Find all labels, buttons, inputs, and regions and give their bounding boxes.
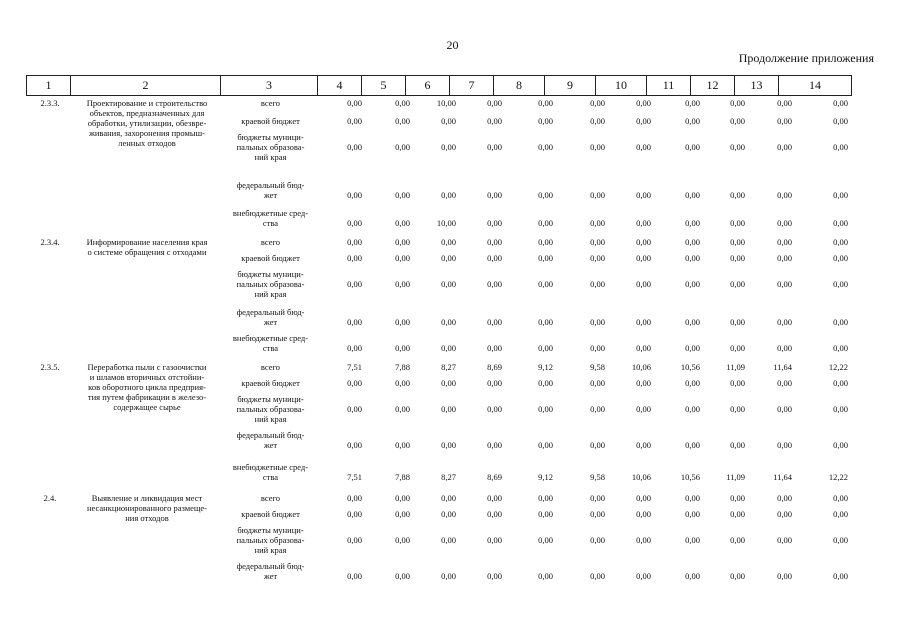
- funding-source: краевой бюджет: [241, 116, 300, 126]
- value-cell: 0,00: [538, 535, 553, 545]
- value-cell: 0,00: [590, 509, 605, 519]
- value-cell: 0,00: [347, 279, 362, 289]
- value-cell: 0,00: [685, 253, 700, 263]
- value-cell: 0,00: [685, 142, 700, 152]
- value-cell: 0,00: [590, 440, 605, 450]
- value-cell: 0,00: [487, 493, 502, 503]
- value-cell: 0,00: [636, 404, 651, 414]
- value-cell: 0,00: [590, 279, 605, 289]
- value-cell: 0,00: [636, 98, 651, 108]
- header-cell: 1: [27, 76, 71, 96]
- value-cell: 0,00: [347, 317, 362, 327]
- value-cell: 0,00: [777, 493, 792, 503]
- value-cell: 10,00: [436, 218, 456, 228]
- value-cell: 0,00: [347, 343, 362, 353]
- value-cell: 0,00: [441, 317, 456, 327]
- value-cell: 0,00: [441, 253, 456, 263]
- value-cell: 0,00: [685, 237, 700, 247]
- value-cell: 0,00: [685, 404, 700, 414]
- value-cell: 0,00: [590, 190, 605, 200]
- value-cell: 0,00: [777, 378, 792, 388]
- value-cell: 0,00: [347, 116, 362, 126]
- value-cell: 0,00: [777, 440, 792, 450]
- funding-source: бюджеты муници- пальных образова- ний края: [236, 269, 305, 299]
- value-cell: 7,88: [395, 472, 410, 482]
- value-cell: 0,00: [833, 253, 848, 263]
- value-cell: 0,00: [395, 509, 410, 519]
- value-cell: 0,00: [730, 116, 745, 126]
- value-cell: 0,00: [538, 116, 553, 126]
- value-cell: 0,00: [590, 317, 605, 327]
- funding-source: краевой бюджет: [241, 378, 300, 388]
- header-cell: 3: [221, 76, 318, 96]
- value-cell: 0,00: [777, 571, 792, 581]
- value-cell: 0,00: [487, 343, 502, 353]
- funding-source: внебюджетные сред- ства: [232, 208, 309, 228]
- value-cell: 0,00: [487, 571, 502, 581]
- value-cell: 0,00: [777, 509, 792, 519]
- value-cell: 7,51: [347, 362, 362, 372]
- row-code: 2.3.5.: [40, 362, 60, 372]
- value-cell: 0,00: [833, 535, 848, 545]
- value-cell: 0,00: [487, 378, 502, 388]
- value-cell: 0,00: [636, 190, 651, 200]
- header-cell: 14: [779, 76, 852, 96]
- value-cell: 0,00: [685, 440, 700, 450]
- funding-source: всего: [260, 237, 281, 247]
- value-cell: 0,00: [730, 253, 745, 263]
- value-cell: 0,00: [590, 237, 605, 247]
- value-cell: 0,00: [777, 404, 792, 414]
- value-cell: 10,56: [680, 362, 700, 372]
- funding-source: внебюджетные сред- ства: [232, 333, 309, 353]
- value-cell: 12,22: [828, 472, 848, 482]
- funding-source: федеральный бюд- жет: [236, 561, 305, 581]
- funding-source: всего: [260, 98, 281, 108]
- value-cell: 0,00: [487, 98, 502, 108]
- value-cell: 0,00: [347, 98, 362, 108]
- value-cell: 0,00: [395, 535, 410, 545]
- value-cell: 0,00: [590, 116, 605, 126]
- header-cell: 8: [494, 76, 545, 96]
- value-cell: 0,00: [395, 98, 410, 108]
- value-cell: 0,00: [636, 237, 651, 247]
- value-cell: 8,27: [441, 472, 456, 482]
- value-cell: 0,00: [487, 190, 502, 200]
- header-cell: 7: [450, 76, 494, 96]
- value-cell: 11,09: [726, 472, 745, 482]
- value-cell: 8,69: [487, 472, 502, 482]
- value-cell: 8,27: [441, 362, 456, 372]
- value-cell: 0,00: [538, 317, 553, 327]
- table-header: [26, 75, 852, 96]
- row-name: Информирование населения края о системе обращения с отходами: [86, 237, 208, 257]
- header-cell: 2: [71, 76, 221, 96]
- value-cell: 0,00: [441, 116, 456, 126]
- value-cell: 0,00: [395, 237, 410, 247]
- value-cell: 7,88: [395, 362, 410, 372]
- row-name: Выявление и ликвидация мест несанкционированного размеще- ния отходов: [86, 493, 208, 523]
- value-cell: 0,00: [395, 190, 410, 200]
- value-cell: 0,00: [395, 343, 410, 353]
- value-cell: 0,00: [685, 343, 700, 353]
- value-cell: 0,00: [685, 509, 700, 519]
- value-cell: 9,58: [590, 362, 605, 372]
- value-cell: 0,00: [833, 218, 848, 228]
- funding-source: бюджеты муници- пальных образова- ний края: [236, 132, 305, 162]
- value-cell: 0,00: [685, 493, 700, 503]
- value-cell: 0,00: [685, 317, 700, 327]
- funding-source: бюджеты муници- пальных образова- ний края: [236, 525, 305, 555]
- value-cell: 0,00: [730, 142, 745, 152]
- value-cell: 0,00: [590, 142, 605, 152]
- value-cell: 0,00: [395, 279, 410, 289]
- funding-source: краевой бюджет: [241, 253, 300, 263]
- value-cell: 0,00: [487, 237, 502, 247]
- value-cell: 0,00: [833, 440, 848, 450]
- header-cell: 4: [318, 76, 362, 96]
- value-cell: 0,00: [636, 509, 651, 519]
- value-cell: 0,00: [347, 190, 362, 200]
- row-code: 2.4.: [43, 493, 57, 503]
- value-cell: 0,00: [730, 378, 745, 388]
- value-cell: 0,00: [538, 142, 553, 152]
- value-cell: 0,00: [636, 343, 651, 353]
- value-cell: 0,00: [636, 571, 651, 581]
- value-cell: 0,00: [636, 493, 651, 503]
- value-cell: 0,00: [487, 218, 502, 228]
- value-cell: 0,00: [590, 404, 605, 414]
- header-cell: 11: [647, 76, 691, 96]
- value-cell: 0,00: [347, 237, 362, 247]
- header-cell: 6: [406, 76, 450, 96]
- value-cell: 0,00: [441, 378, 456, 388]
- value-cell: 0,00: [777, 343, 792, 353]
- value-cell: 0,00: [538, 190, 553, 200]
- value-cell: 0,00: [730, 509, 745, 519]
- value-cell: 0,00: [777, 253, 792, 263]
- value-cell: 0,00: [636, 378, 651, 388]
- value-cell: 0,00: [441, 404, 456, 414]
- value-cell: 10,06: [631, 472, 651, 482]
- value-cell: 0,00: [730, 218, 745, 228]
- value-cell: 0,00: [441, 493, 456, 503]
- value-cell: 10,06: [631, 362, 651, 372]
- value-cell: 0,00: [395, 493, 410, 503]
- value-cell: 0,00: [636, 279, 651, 289]
- value-cell: 0,00: [347, 378, 362, 388]
- value-cell: 0,00: [685, 98, 700, 108]
- value-cell: 0,00: [395, 218, 410, 228]
- header-cell: 9: [545, 76, 596, 96]
- value-cell: 9,12: [538, 472, 553, 482]
- funding-source: всего: [260, 362, 281, 372]
- value-cell: 0,00: [487, 116, 502, 126]
- value-cell: 0,00: [538, 279, 553, 289]
- value-cell: 0,00: [538, 493, 553, 503]
- value-cell: 0,00: [685, 535, 700, 545]
- value-cell: 0,00: [636, 218, 651, 228]
- value-cell: 0,00: [730, 279, 745, 289]
- value-cell: 0,00: [487, 509, 502, 519]
- value-cell: 0,00: [730, 535, 745, 545]
- value-cell: 0,00: [441, 142, 456, 152]
- value-cell: 0,00: [441, 509, 456, 519]
- value-cell: 0,00: [730, 571, 745, 581]
- value-cell: 0,00: [395, 116, 410, 126]
- value-cell: 0,00: [538, 343, 553, 353]
- value-cell: 0,00: [777, 535, 792, 545]
- value-cell: 0,00: [636, 535, 651, 545]
- value-cell: 0,00: [538, 440, 553, 450]
- value-cell: 0,00: [777, 317, 792, 327]
- value-cell: 9,58: [590, 472, 605, 482]
- value-cell: 0,00: [347, 493, 362, 503]
- funding-source: внебюджетные сред- ства: [232, 462, 309, 482]
- value-cell: 0,00: [685, 218, 700, 228]
- value-cell: 0,00: [685, 116, 700, 126]
- value-cell: 0,00: [777, 279, 792, 289]
- value-cell: 0,00: [833, 509, 848, 519]
- value-cell: 0,00: [833, 343, 848, 353]
- value-cell: 0,00: [395, 317, 410, 327]
- value-cell: 0,00: [441, 190, 456, 200]
- value-cell: 0,00: [395, 253, 410, 263]
- value-cell: 0,00: [833, 571, 848, 581]
- value-cell: 0,00: [538, 98, 553, 108]
- value-cell: 0,00: [590, 343, 605, 353]
- value-cell: 0,00: [441, 571, 456, 581]
- value-cell: 0,00: [833, 116, 848, 126]
- value-cell: 0,00: [636, 142, 651, 152]
- value-cell: 0,00: [347, 218, 362, 228]
- value-cell: 0,00: [777, 237, 792, 247]
- funding-source: федеральный бюд- жет: [236, 430, 305, 450]
- header-cell: 13: [735, 76, 779, 96]
- value-cell: 0,00: [833, 378, 848, 388]
- value-cell: 0,00: [590, 218, 605, 228]
- value-cell: 11,64: [773, 472, 792, 482]
- value-cell: 0,00: [833, 279, 848, 289]
- value-cell: 0,00: [538, 218, 553, 228]
- value-cell: 0,00: [730, 404, 745, 414]
- value-cell: 0,00: [636, 317, 651, 327]
- value-cell: 0,00: [833, 404, 848, 414]
- value-cell: 0,00: [347, 571, 362, 581]
- funding-source: всего: [260, 493, 281, 503]
- value-cell: 0,00: [487, 440, 502, 450]
- value-cell: 0,00: [441, 237, 456, 247]
- value-cell: 0,00: [777, 218, 792, 228]
- value-cell: 10,00: [436, 98, 456, 108]
- value-cell: 0,00: [487, 279, 502, 289]
- value-cell: 0,00: [487, 317, 502, 327]
- value-cell: 0,00: [730, 440, 745, 450]
- value-cell: 0,00: [538, 253, 553, 263]
- row-name: Проектирование и строительство объектов, предназначенных для обработки, утилизации, обезвре- живания, захоронения промыш- ленных отходов: [86, 98, 208, 148]
- value-cell: 0,00: [538, 378, 553, 388]
- value-cell: 0,00: [590, 98, 605, 108]
- funding-source: бюджеты муници- пальных образова- ний края: [236, 394, 305, 424]
- value-cell: 11,64: [773, 362, 792, 372]
- value-cell: 0,00: [441, 343, 456, 353]
- value-cell: 0,00: [395, 440, 410, 450]
- value-cell: 0,00: [636, 253, 651, 263]
- value-cell: 0,00: [347, 404, 362, 414]
- continuation-label: Продолжение приложения: [738, 51, 874, 65]
- value-cell: 0,00: [590, 571, 605, 581]
- value-cell: 0,00: [347, 253, 362, 263]
- value-cell: 0,00: [538, 571, 553, 581]
- value-cell: 0,00: [777, 190, 792, 200]
- value-cell: 0,00: [441, 535, 456, 545]
- value-cell: 0,00: [685, 378, 700, 388]
- value-cell: 7,51: [347, 472, 362, 482]
- value-cell: 0,00: [833, 98, 848, 108]
- value-cell: 0,00: [636, 116, 651, 126]
- value-cell: 0,00: [395, 571, 410, 581]
- value-cell: 12,22: [828, 362, 848, 372]
- value-cell: 0,00: [730, 98, 745, 108]
- value-cell: 0,00: [685, 571, 700, 581]
- value-cell: 0,00: [347, 142, 362, 152]
- page-number: 20: [446, 38, 459, 52]
- value-cell: 0,00: [636, 440, 651, 450]
- value-cell: 0,00: [685, 190, 700, 200]
- value-cell: 0,00: [730, 190, 745, 200]
- value-cell: 0,00: [347, 440, 362, 450]
- value-cell: 0,00: [777, 116, 792, 126]
- value-cell: 0,00: [833, 493, 848, 503]
- value-cell: 0,00: [538, 237, 553, 247]
- value-cell: 0,00: [730, 493, 745, 503]
- value-cell: 0,00: [487, 404, 502, 414]
- value-cell: 0,00: [590, 493, 605, 503]
- funding-source: федеральный бюд- жет: [236, 307, 305, 327]
- value-cell: 0,00: [730, 237, 745, 247]
- value-cell: 0,00: [685, 279, 700, 289]
- value-cell: 0,00: [833, 190, 848, 200]
- value-cell: 0,00: [487, 142, 502, 152]
- value-cell: 0,00: [777, 98, 792, 108]
- value-cell: 0,00: [538, 509, 553, 519]
- value-cell: 8,69: [487, 362, 502, 372]
- value-cell: 11,09: [726, 362, 745, 372]
- value-cell: 0,00: [590, 253, 605, 263]
- value-cell: 0,00: [347, 509, 362, 519]
- value-cell: 0,00: [833, 237, 848, 247]
- value-cell: 0,00: [347, 535, 362, 545]
- value-cell: 0,00: [487, 535, 502, 545]
- funding-source: федеральный бюд- жет: [236, 180, 305, 200]
- value-cell: 0,00: [833, 142, 848, 152]
- header-cell: 10: [596, 76, 647, 96]
- value-cell: 0,00: [833, 317, 848, 327]
- value-cell: 0,00: [487, 253, 502, 263]
- value-cell: 0,00: [730, 317, 745, 327]
- value-cell: 0,00: [395, 378, 410, 388]
- value-cell: 0,00: [730, 343, 745, 353]
- row-code: 2.3.3.: [40, 98, 60, 108]
- value-cell: 0,00: [441, 440, 456, 450]
- row-name: Переработка пыли с газоочистки и шламов вторичных отстойни- ков оборотного цикла предприя- тия путем фабрикации в железо- содержащее сырье: [87, 362, 207, 412]
- value-cell: 0,00: [395, 142, 410, 152]
- value-cell: 0,00: [441, 279, 456, 289]
- row-code: 2.3.4.: [40, 237, 60, 247]
- value-cell: 10,56: [680, 472, 700, 482]
- value-cell: 0,00: [590, 535, 605, 545]
- header-cell: 5: [362, 76, 406, 96]
- value-cell: 9,12: [538, 362, 553, 372]
- value-cell: 0,00: [777, 142, 792, 152]
- header-cell: 12: [691, 76, 735, 96]
- value-cell: 0,00: [538, 404, 553, 414]
- funding-source: краевой бюджет: [241, 509, 300, 519]
- value-cell: 0,00: [590, 378, 605, 388]
- value-cell: 0,00: [395, 404, 410, 414]
